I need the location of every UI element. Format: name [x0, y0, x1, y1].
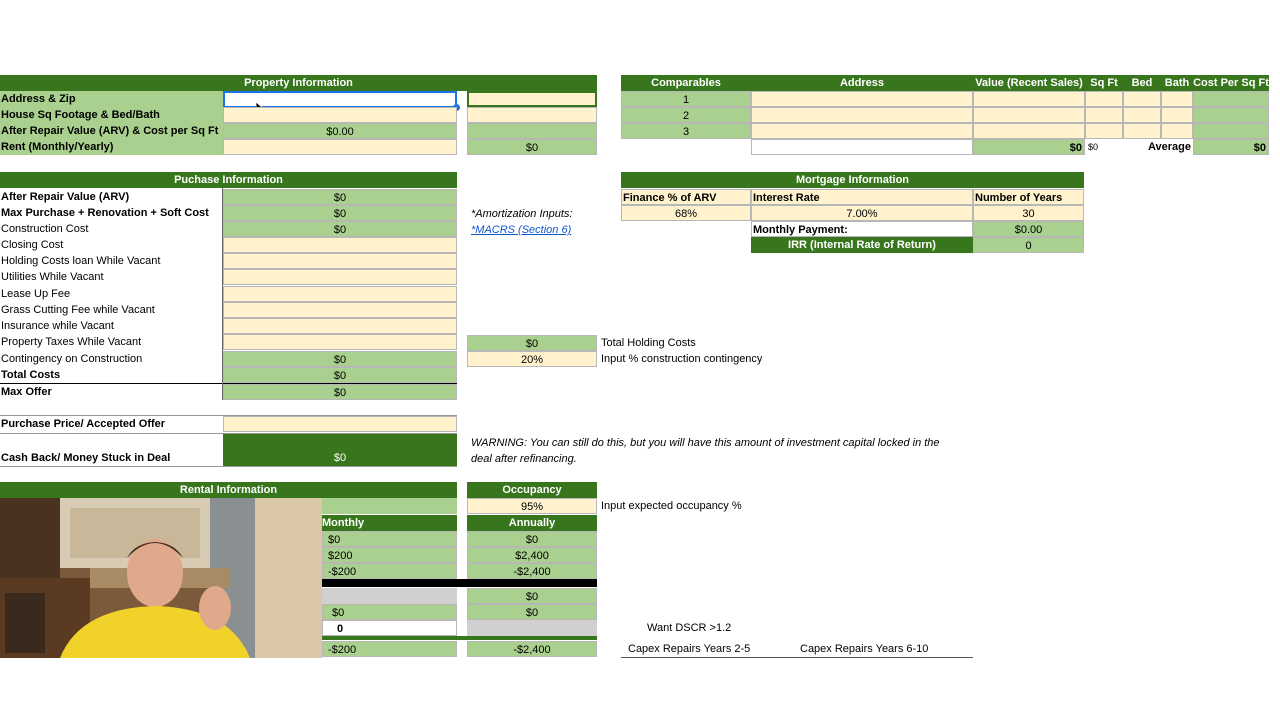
purchase-input-utilities[interactable]	[223, 269, 457, 285]
comp-average-value[interactable]: $0	[1193, 139, 1269, 155]
rental-annual-cell[interactable]: $0	[467, 604, 597, 620]
purchase-label-taxes[interactable]: Property Taxes While Vacant	[1, 336, 142, 348]
comp-cost-sqft-header[interactable]: Cost Per Sq Ft	[1193, 77, 1269, 89]
comp-row-num[interactable]: 1	[621, 91, 751, 107]
purchase-col-divider	[222, 188, 223, 400]
purchase-label-holding[interactable]: Holding Costs loan While Vacant	[1, 255, 161, 267]
comp-row-num[interactable]: 3	[621, 123, 751, 139]
total-holding-label: Total Holding Costs	[601, 337, 696, 349]
purchase-value-construction[interactable]: $0	[223, 221, 457, 237]
rental-annual-cell[interactable]: $0	[467, 588, 597, 604]
purchase-input-taxes[interactable]	[223, 334, 457, 350]
comp-sqft-header[interactable]: Sq Ft	[1085, 75, 1123, 91]
finance-pct-header[interactable]: Finance % of ARV	[621, 189, 751, 205]
dscr-value-cell[interactable]: 0	[322, 620, 457, 636]
comp-bath-header[interactable]: Bath	[1161, 75, 1193, 91]
purchase-input-leaseup[interactable]	[223, 286, 457, 302]
comp-bath-cell[interactable]	[1161, 91, 1193, 107]
comp-address-cell[interactable]	[751, 123, 973, 139]
purchase-label-arv[interactable]: After Repair Value (ARV)	[1, 191, 130, 203]
rental-info-header[interactable]: Rental Information	[0, 482, 457, 498]
macrs-link[interactable]: *MACRS (Section 6)	[471, 224, 572, 236]
mortgage-info-header[interactable]: Mortgage Information	[621, 172, 1084, 188]
arv-value-cell[interactable]: $0.00	[223, 123, 457, 139]
comp-bath-cell[interactable]	[1161, 107, 1193, 123]
purchase-label-grass[interactable]: Grass Cutting Fee while Vacant	[1, 304, 155, 316]
rental-monthly-cell[interactable]: -$200	[322, 641, 457, 657]
comparables-header[interactable]: Comparables	[621, 75, 751, 91]
purchase-value-total[interactable]: $0	[223, 367, 457, 383]
comp-value-cell[interactable]	[973, 91, 1085, 107]
finance-pct-input[interactable]: 68%	[621, 205, 751, 221]
comp-bed-cell[interactable]	[1123, 123, 1161, 139]
comp-sqft-cell[interactable]	[1085, 123, 1123, 139]
webcam-overlay	[0, 498, 322, 658]
purchase-value-maxoffer[interactable]: $0	[223, 384, 457, 400]
comp-total-small[interactable]: $0	[1088, 142, 1099, 152]
interest-rate-input[interactable]: 7.00%	[751, 205, 973, 221]
comp-total-blank[interactable]	[751, 139, 973, 155]
num-years-input[interactable]: 30	[973, 205, 1084, 221]
comp-address-cell[interactable]	[751, 91, 973, 107]
comp-cost-cell[interactable]	[1193, 107, 1269, 123]
irr-label[interactable]: IRR (Internal Rate of Return)	[751, 237, 973, 253]
comp-value-cell[interactable]	[973, 123, 1085, 139]
comp-bath-cell[interactable]	[1161, 123, 1193, 139]
comp-bed-header[interactable]: Bed	[1123, 75, 1161, 91]
rent-label[interactable]: Rent (Monthly/Yearly)	[1, 141, 114, 153]
occupancy-header[interactable]: Occupancy	[467, 482, 597, 498]
monthly-payment-label: Monthly Payment:	[751, 221, 973, 237]
purchase-label-closing[interactable]: Closing Cost	[1, 239, 64, 251]
arv-cost-label[interactable]: After Repair Value (ARV) & Cost per Sq Ft	[1, 125, 219, 137]
occupancy-label: Input expected occupancy %	[601, 500, 742, 512]
purchase-info-header[interactable]: Puchase Information	[0, 172, 457, 188]
purchase-label-leaseup[interactable]: Lease Up Fee	[1, 288, 71, 300]
comp-bed-cell[interactable]	[1123, 107, 1161, 123]
purchase-input-insurance[interactable]	[223, 318, 457, 334]
rental-green-divider	[322, 636, 597, 640]
rental-blank-cell[interactable]	[322, 498, 457, 514]
comp-value-cell[interactable]	[973, 107, 1085, 123]
comp-total-value[interactable]: $0	[973, 139, 1085, 155]
comp-cost-cell[interactable]	[1193, 91, 1269, 107]
capex-label-2-5: Capex Repairs Years 2-5	[628, 643, 751, 655]
rental-monthly-cell[interactable]: $200	[322, 547, 457, 563]
rent-monthly-input[interactable]	[223, 139, 457, 155]
comp-sqft-cell[interactable]	[1085, 91, 1123, 107]
rental-monthly-cell[interactable]: $0	[322, 531, 457, 547]
comp-row-num[interactable]: 2	[621, 107, 751, 123]
purchase-input-grass[interactable]	[223, 302, 457, 318]
cashback-label[interactable]: Cash Back/ Money Stuck in Deal	[1, 452, 171, 464]
purchase-value-max[interactable]: $0	[223, 205, 457, 221]
property-info-header[interactable]: Property Information	[0, 75, 597, 91]
contingency-pct-label: Input % construction contingency	[601, 353, 763, 365]
rental-gray-cell[interactable]	[322, 588, 457, 604]
warning-line-1: WARNING: You can still do this, but you will have this amount of investment capital locked in the	[471, 437, 940, 449]
irr-value[interactable]: 0	[973, 237, 1084, 253]
comp-average-label: Average	[1148, 141, 1192, 153]
purchase-label-total[interactable]: Total Costs	[1, 369, 61, 381]
monthly-payment-value[interactable]: $0.00	[973, 221, 1084, 237]
total-holding-value[interactable]: $0	[467, 335, 597, 351]
dscr-note: Want DSCR >1.2	[647, 622, 732, 634]
rental-annual-cell[interactable]: $2,400	[467, 547, 597, 563]
purchase-label-contingency[interactable]: Contingency on Construction	[1, 353, 143, 365]
offer-bottom-line	[0, 466, 457, 467]
purchase-price-label[interactable]: Purchase Price/ Accepted Offer	[1, 418, 166, 430]
warning-line-2: deal after refinancing.	[471, 453, 577, 465]
rental-monthly-cell[interactable]: -$200	[322, 563, 457, 579]
monthly-header[interactable]: Monthly	[322, 515, 457, 531]
capex-label-6-10: Capex Repairs Years 6-10	[800, 643, 929, 655]
comp-cost-cell[interactable]	[1193, 123, 1269, 139]
interest-rate-header[interactable]: Interest Rate	[751, 189, 973, 205]
rental-annual-cell[interactable]: -$2,400	[467, 563, 597, 579]
purchase-label-max[interactable]: Max Purchase + Renovation + Soft Cost	[1, 207, 209, 219]
cost-per-sqft-cell[interactable]	[467, 123, 597, 139]
address-zip-label[interactable]: Address & Zip	[1, 93, 76, 105]
comp-sqft-cell[interactable]	[1085, 107, 1123, 123]
comp-value-header[interactable]: Value (Recent Sales)	[973, 75, 1085, 91]
rent-yearly-cell[interactable]: $0	[467, 139, 597, 155]
rental-gray-cell[interactable]	[467, 620, 597, 636]
comp-address-cell[interactable]	[751, 107, 973, 123]
rental-black-divider	[322, 579, 597, 587]
cashback-value[interactable]: $0	[223, 434, 457, 466]
purchase-label-insurance[interactable]: Insurance while Vacant	[1, 320, 114, 332]
bed-bath-input[interactable]	[467, 107, 597, 123]
sqft-bed-bath-label[interactable]: House Sq Footage & Bed/Bath	[1, 109, 160, 121]
purchase-label-construction[interactable]: Construction Cost	[1, 223, 89, 235]
purchase-label-maxoffer[interactable]: Max Offer	[1, 386, 52, 398]
rental-annual-cell[interactable]: -$2,400	[467, 641, 597, 657]
rental-monthly-cell[interactable]: $0	[322, 604, 457, 620]
capex-underline	[621, 657, 973, 658]
purchase-price-input[interactable]	[223, 416, 457, 432]
purchase-input-closing[interactable]	[223, 237, 457, 253]
purchase-value-arv[interactable]: $0	[223, 189, 457, 205]
occupancy-input[interactable]: 95%	[467, 498, 597, 514]
presenter-video-icon	[0, 498, 322, 658]
contingency-pct-input[interactable]: 20%	[467, 351, 597, 367]
annually-header[interactable]: Annually	[467, 515, 597, 531]
purchase-label-utilities[interactable]: Utilities While Vacant	[1, 271, 104, 283]
comp-bed-cell[interactable]	[1123, 91, 1161, 107]
purchase-value-contingency[interactable]: $0	[223, 351, 457, 367]
amortization-note: *Amortization Inputs:	[471, 208, 573, 220]
address-extra-cell[interactable]	[467, 91, 597, 107]
rental-annual-cell[interactable]: $0	[467, 531, 597, 547]
purchase-input-holding[interactable]	[223, 253, 457, 269]
num-years-header[interactable]: Number of Years	[973, 189, 1084, 205]
sqft-input[interactable]	[223, 107, 457, 123]
comp-address-header[interactable]: Address	[751, 75, 973, 91]
